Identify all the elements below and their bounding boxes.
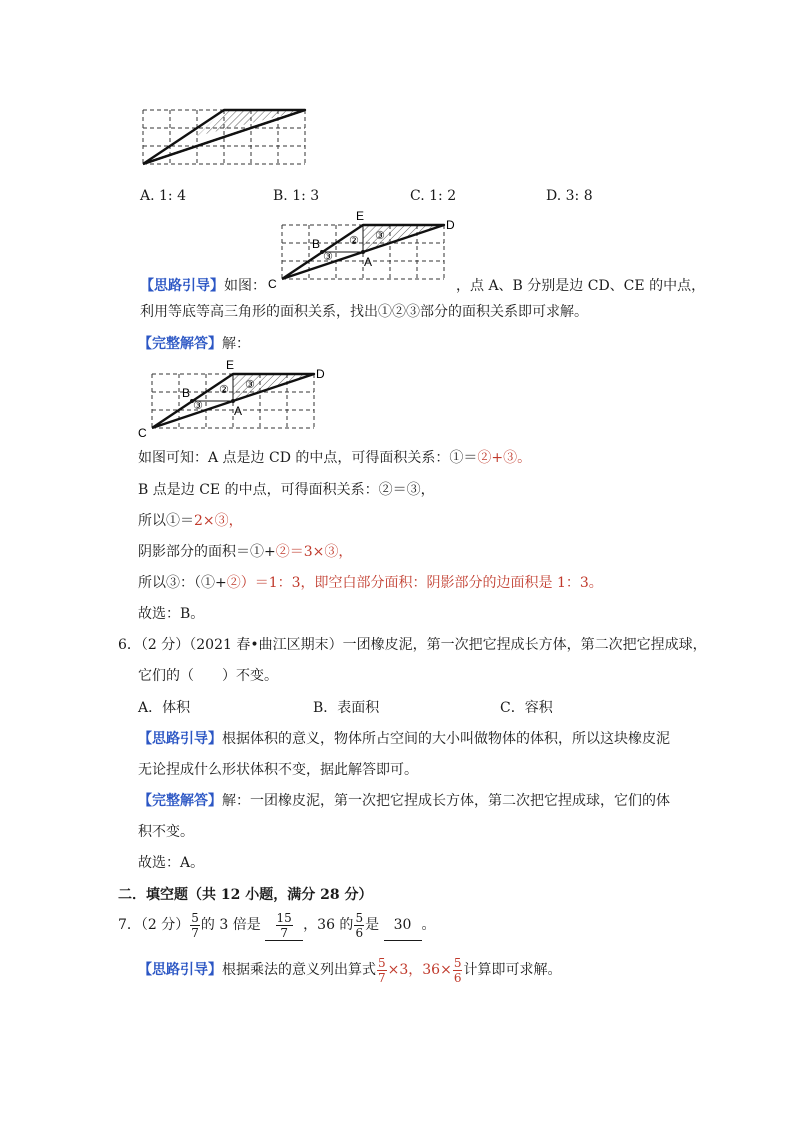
option-b: B. 1: 3 xyxy=(273,188,320,204)
q6-final: 故选：A。 xyxy=(138,855,205,871)
answer-line-2: B 点是边 CE 的中点，可得面积关系：②＝③， xyxy=(138,482,435,498)
hint-label: 【思路引导】如图： xyxy=(140,278,266,294)
q6-answer-line2: 积不变。 xyxy=(138,824,194,840)
q6-option-a: A．体积 xyxy=(138,700,191,716)
question-figure-grid-triangle xyxy=(140,108,310,168)
fig-label-d: D xyxy=(446,218,455,232)
q6-option-c: C．容积 xyxy=(500,700,553,716)
q7-stem: 7．（2 分） $\frac{5}{7}$ 的 3 倍是 $\frac{15}{7}$ ，36 的 $\frac{5}{6}$ 是 30 。 xyxy=(118,910,436,940)
fig-label-c: C xyxy=(268,277,277,291)
fraction-5-6: $\frac{5}{6}$ xyxy=(355,910,364,940)
fig-label-region-3-top: ③ xyxy=(375,230,385,242)
fig2-label-a: A xyxy=(234,404,243,418)
fig2-label-e: E xyxy=(226,358,235,372)
hint-text-line2: 利用等底等高三角形的面积关系，找出①②③部分的面积关系即可求解。 xyxy=(140,304,588,320)
answer-final: 故选：B。 xyxy=(138,606,205,622)
fig-label-a: A xyxy=(364,255,373,269)
fig2-label-d: D xyxy=(316,367,325,381)
fig-label-b: B xyxy=(312,237,321,251)
q7-hint: 【思路引导】根据乘法的意义列出算式 $\frac{5}{7}$ ×3，36× $\frac{5}{6}$ 计算即可求解。 xyxy=(138,955,562,985)
answer-label: 【完整解答】解： xyxy=(138,336,250,352)
fig-label-region-2: ② xyxy=(349,235,359,247)
fig2-label-region-3-top: ③ xyxy=(245,379,255,391)
fig2-label-region-3-bottom: ③ xyxy=(193,400,203,412)
q6-option-b: B．表面积 xyxy=(313,700,380,716)
fig-label-region-3-bottom: ③ xyxy=(323,251,333,263)
fig2-label-region-2: ② xyxy=(219,384,229,396)
answer-line-3: 所以①＝2×③， xyxy=(138,513,243,529)
section-title: 二．填空题（共 12 小题，满分 28 分） xyxy=(118,887,373,903)
option-d: D. 3: 8 xyxy=(546,188,593,204)
answer-line-5: 所以③：（①+②）＝1：3，即空白部分面积：阴影部分的边面积是 1：3。 xyxy=(138,575,603,591)
option-c: C. 1: 2 xyxy=(410,188,457,204)
option-a: A. 1: 4 xyxy=(140,188,186,204)
hint-text-right: ，点 A、B 分别是边 CD、CE 的中点， xyxy=(456,278,706,294)
fraction-5-7: $\frac{5}{7}$ xyxy=(191,910,199,940)
q6-stem-line2: 它们的（ ）不变。 xyxy=(138,668,278,684)
q6-hint-line2: 无论捏成什么形状体积不变，据此解答即可。 xyxy=(138,762,418,778)
answer-figure-labeled-triangle xyxy=(136,357,326,440)
answer-blank-1: $\frac{15}{7}$ xyxy=(265,910,303,941)
answer-line-1: 如图可知：A 点是边 CD 的中点，可得面积关系：①＝②+③。 xyxy=(138,450,532,466)
q6-stem-line1: 6．（2 分）（2021 春•曲江区期末）一团橡皮泥，第一次把它捏成长方体，第二次把它捏成球， xyxy=(118,637,707,653)
q6-hint-line1: 【思路引导】根据体积的意义，物体所占空间的大小叫做物体的体积，所以这块橡皮泥 xyxy=(138,731,670,747)
fig2-label-c: C xyxy=(138,426,147,440)
answer-blank-2: 30 xyxy=(384,910,422,941)
fig-label-e: E xyxy=(356,209,365,223)
answer-line-4: 阴影部分的面积＝①+②＝3×③， xyxy=(138,544,353,560)
q6-answer-line1: 【完整解答】解：一团橡皮泥，第一次把它捏成长方体，第二次把它捏成球，它们的体 xyxy=(138,793,670,809)
hint-figure-labeled-triangle xyxy=(266,208,455,291)
fig2-label-b: B xyxy=(182,386,191,400)
